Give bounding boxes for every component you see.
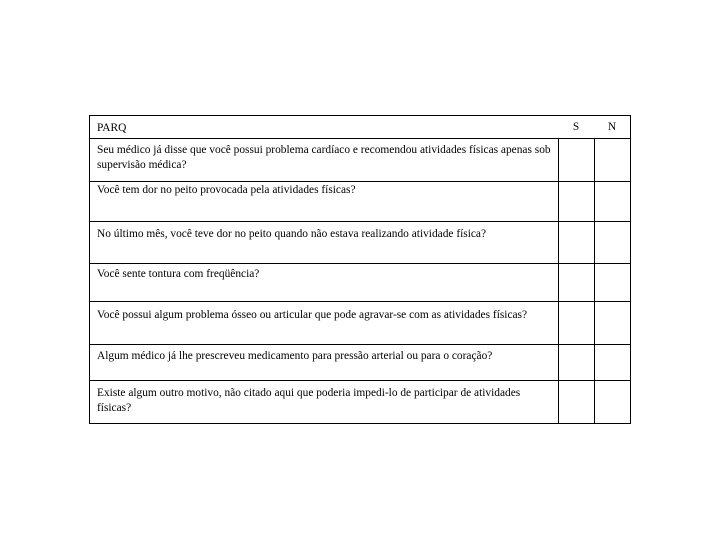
question-text: Existe algum outro motivo, não citado aqui que poderia impedi-lo de participar de atividades físicas? [97, 387, 521, 414]
yes-checkbox[interactable] [558, 381, 594, 423]
question-row-7 [90, 380, 630, 423]
no-checkbox[interactable] [594, 381, 630, 423]
no-checkbox[interactable] [594, 139, 630, 181]
yes-checkbox[interactable] [558, 222, 594, 263]
question-text: No último mês, você teve dor no peito quando não estava realizando atividade física? [97, 228, 487, 240]
no-checkbox[interactable] [594, 264, 630, 301]
no-checkbox[interactable] [594, 222, 630, 263]
no-checkbox[interactable] [594, 345, 630, 380]
question-row-1 [90, 138, 630, 181]
question-text: Algum médico já lhe prescreveu medicamento para pressão arterial ou para o coração? [97, 350, 493, 362]
question-text: Seu médico já disse que você possui problema cardíaco e recomendou atividades físicas apenas sob supervisão médica? [97, 144, 551, 171]
yes-checkbox[interactable] [558, 302, 594, 344]
form-header-row [90, 116, 630, 138]
question-row-2 [90, 181, 630, 221]
yes-column-header: S [572, 121, 580, 133]
question-row-3 [90, 221, 630, 263]
question-row-5 [90, 301, 630, 344]
yes-checkbox[interactable] [558, 182, 594, 221]
yes-checkbox[interactable] [558, 264, 594, 301]
question-text: Você tem dor no peito provocada pela atividades físicas? [97, 184, 356, 196]
parq-form [89, 115, 631, 424]
question-text: Você sente tontura com freqüência? [97, 268, 260, 280]
form-title: PARQ [97, 122, 127, 134]
no-checkbox[interactable] [594, 182, 630, 221]
no-checkbox[interactable] [594, 302, 630, 344]
yes-checkbox[interactable] [558, 345, 594, 380]
question-row-6 [90, 344, 630, 380]
question-text: Você possui algum problema ósseo ou articular que pode agravar-se com as atividades físicas? [97, 309, 528, 321]
question-row-4 [90, 263, 630, 301]
no-column-header: N [607, 121, 617, 133]
yes-checkbox[interactable] [558, 139, 594, 181]
